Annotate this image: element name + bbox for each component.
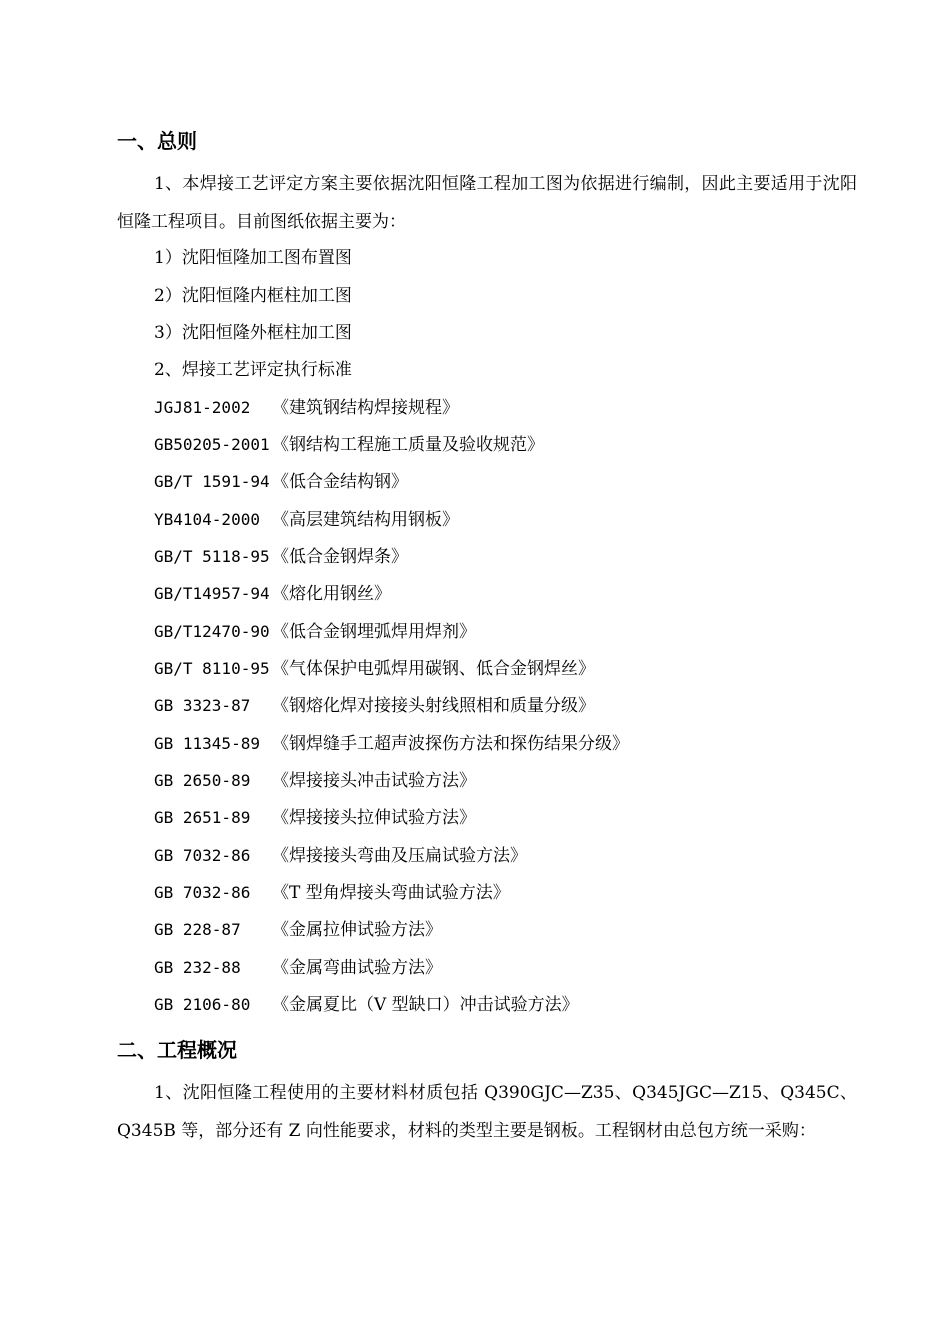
standard-code: GB 2106-80	[154, 995, 251, 1014]
standard-code: GB 232-88	[154, 958, 241, 977]
drawing-item: 3）沈阳恒隆外框柱加工图	[154, 323, 352, 343]
standard-code: GB/T14957-94	[154, 584, 270, 603]
paragraph-standards-intro: 2、焊接工艺评定执行标准	[154, 360, 352, 380]
standard-title: 《熔化用钢丝》	[272, 584, 391, 604]
standard-code: GB/T 1591-94	[154, 472, 270, 491]
standard-title: 《低合金结构钢》	[272, 472, 408, 492]
standard-title: 《低合金钢埋弧焊用焊剂》	[272, 622, 476, 642]
standard-title: 《焊接接头弯曲及压扁试验方法》	[272, 846, 527, 866]
standard-title: 《气体保护电弧焊用碳钢、低合金钢焊丝》	[272, 659, 595, 679]
standard-title: 《焊接接头冲击试验方法》	[272, 771, 476, 791]
standard-code: GB 3323-87	[154, 696, 251, 715]
standard-title: 《钢熔化焊对接接头射线照相和质量分级》	[272, 696, 595, 716]
section-heading-overview: 二、工程概况	[117, 1038, 237, 1062]
standard-code: GB/T 5118-95	[154, 547, 270, 566]
standard-title: 《建筑钢结构焊接规程》	[272, 398, 459, 418]
standard-code: GB/T12470-90	[154, 622, 270, 641]
standard-title: 《高层建筑结构用钢板》	[272, 510, 459, 530]
paragraph-materials: 1、沈阳恒隆工程使用的主要材料材质包括 Q390GJC—Z35、Q345JGC—Z15、Q345C、Q345B 等，部分还有 Z 向性能要求，材料的类型主要是钢板。工程钢材由总包方统一采购：	[117, 1083, 857, 1141]
standard-code: GB 2650-89	[154, 771, 251, 790]
standard-code: GB50205-2001	[154, 435, 270, 454]
standard-code: GB 11345-89	[154, 734, 260, 753]
standard-code: GB 7032-86	[154, 883, 251, 902]
standard-code: GB 2651-89	[154, 808, 251, 827]
standard-title: 《低合金钢焊条》	[272, 547, 408, 567]
standard-title: 《金属拉伸试验方法》	[272, 920, 442, 940]
standard-code: GB 7032-86	[154, 846, 251, 865]
drawing-item: 1）沈阳恒隆加工图布置图	[154, 248, 352, 268]
section-heading-general: 一、总则	[117, 129, 197, 153]
standard-title: 《钢结构工程施工质量及验收规范》	[272, 435, 544, 455]
standard-title: 《焊接接头拉伸试验方法》	[272, 808, 476, 828]
standard-title: 《T 型角焊接头弯曲试验方法》	[272, 883, 510, 903]
standard-title: 《金属弯曲试验方法》	[272, 958, 442, 978]
standard-code: GB/T 8110-95	[154, 659, 270, 678]
drawing-item: 2）沈阳恒隆内框柱加工图	[154, 286, 352, 306]
standard-title: 《钢焊缝手工超声波探伤方法和探伤结果分级》	[272, 734, 629, 754]
standard-code: JGJ81-2002	[154, 398, 251, 417]
standard-code: YB4104-2000	[154, 510, 260, 529]
paragraph-basis: 1、本焊接工艺评定方案主要依据沈阳恒隆工程加工图为依据进行编制，因此主要适用于沈阳恒隆工程项目。目前图纸依据主要为：	[117, 174, 857, 232]
standard-code: GB 228-87	[154, 920, 241, 939]
standard-title: 《金属夏比（V 型缺口）冲击试验方法》	[272, 995, 579, 1015]
